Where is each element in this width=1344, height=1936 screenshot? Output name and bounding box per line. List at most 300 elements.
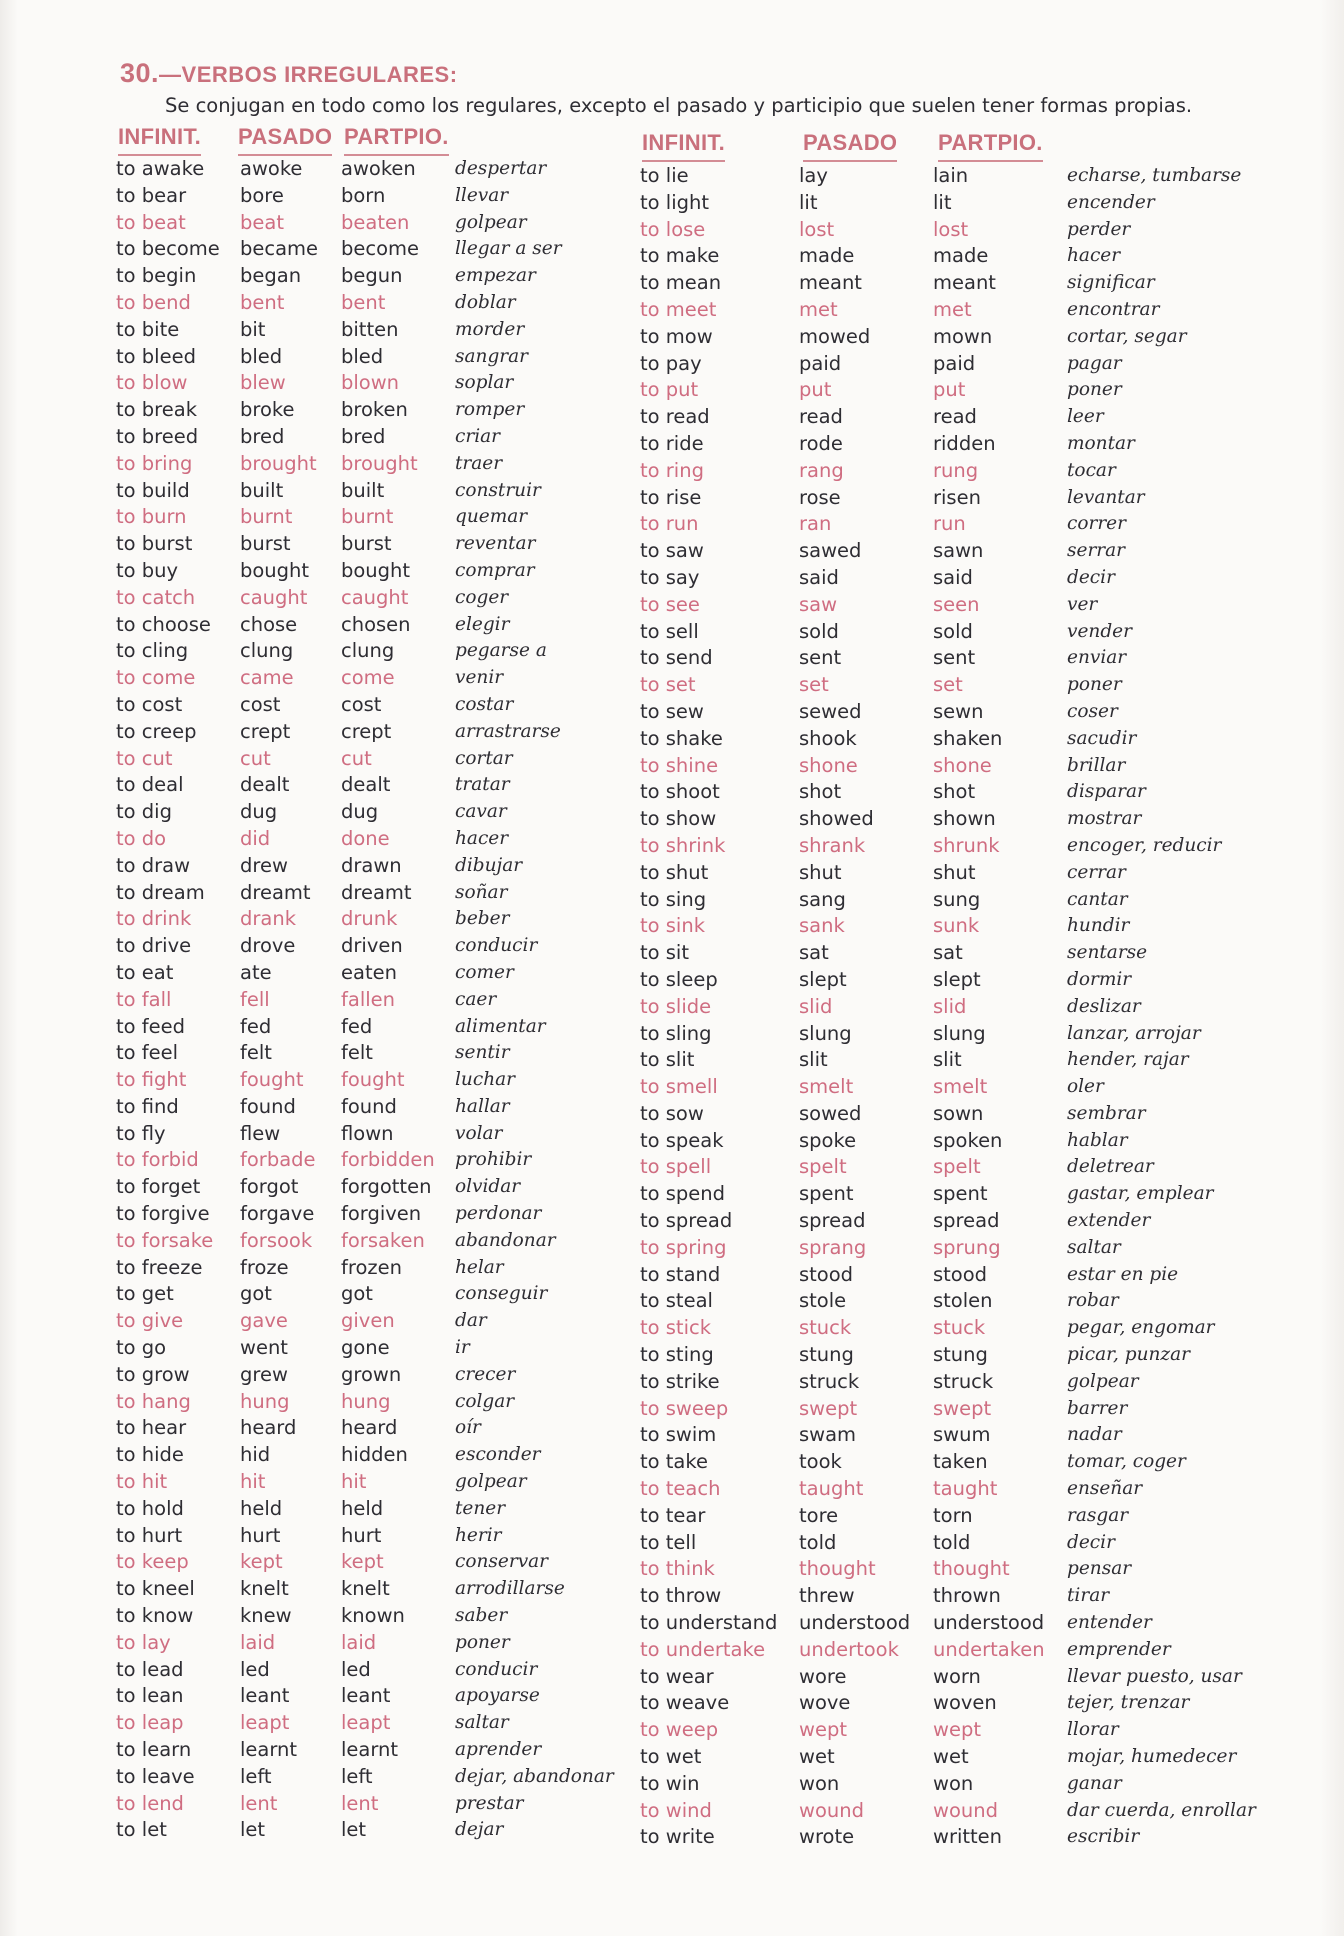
- verb-infinitive: to sleep: [640, 967, 718, 991]
- verb-participle: taken: [933, 1450, 988, 1474]
- verb-past: slid: [799, 994, 833, 1018]
- verb-past: crept: [240, 719, 291, 743]
- verb-infinitive: to feed: [116, 1014, 186, 1038]
- verb-participle: sewn: [933, 699, 984, 723]
- verb-past: dug: [240, 800, 278, 824]
- verb-infinitive: to wind: [640, 1798, 712, 1822]
- verb-infinitive: to bleed: [116, 344, 196, 368]
- verb-infinitive: to let: [116, 1818, 167, 1842]
- verb-participle: gone: [341, 1336, 390, 1360]
- verb-infinitive: to make: [640, 244, 720, 268]
- verb-infinitive: to teach: [640, 1477, 721, 1501]
- verb-participle: woven: [933, 1691, 997, 1715]
- verb-infinitive: to hold: [116, 1496, 184, 1520]
- verb-infinitive: to set: [640, 673, 696, 697]
- verb-infinitive: to blow: [116, 371, 188, 395]
- verb-translation: caer: [455, 988, 497, 1010]
- verb-participle: hidden: [341, 1443, 408, 1467]
- verb-infinitive: to lean: [116, 1684, 184, 1708]
- verb-translation: reventar: [455, 533, 536, 555]
- verb-past: let: [240, 1818, 266, 1842]
- verb-participle: told: [933, 1530, 971, 1554]
- verb-past: broke: [240, 398, 295, 422]
- verb-participle: shot: [933, 780, 976, 804]
- verb-translation: pegar, engomar: [1067, 1317, 1215, 1339]
- section-title-text: —VERBOS IRREGULARES:: [159, 62, 458, 87]
- verb-infinitive: to lend: [116, 1791, 184, 1815]
- verb-translation: dormir: [1067, 968, 1132, 990]
- verb-participle: swum: [933, 1423, 991, 1447]
- verb-past: forbade: [240, 1148, 316, 1172]
- verb-past: undertook: [799, 1637, 899, 1661]
- verb-participle: shrunk: [933, 833, 1000, 857]
- verb-past: fought: [240, 1068, 304, 1092]
- verb-infinitive: to learn: [116, 1738, 192, 1762]
- verb-participle: leapt: [341, 1711, 391, 1735]
- header-past-right: PASADO: [803, 130, 898, 155]
- verb-infinitive: to forgive: [116, 1202, 210, 1226]
- verb-infinitive: to light: [640, 190, 709, 214]
- verb-infinitive: to feel: [116, 1041, 179, 1065]
- verb-participle: flown: [341, 1121, 394, 1145]
- verb-past: shut: [799, 860, 842, 884]
- verb-infinitive: to choose: [116, 612, 211, 636]
- verb-past: read: [799, 405, 843, 429]
- verb-translation: perder: [1067, 218, 1131, 240]
- verb-past: lost: [799, 217, 835, 241]
- verb-participle: set: [933, 673, 963, 697]
- verb-past: spelt: [799, 1155, 847, 1179]
- verb-translation: golpear: [1067, 1370, 1139, 1392]
- verb-translation: conducir: [455, 935, 538, 957]
- verb-infinitive: to build: [116, 478, 190, 502]
- verb-participle: sat: [933, 941, 963, 965]
- verb-past: shrank: [799, 833, 866, 857]
- verb-infinitive: to leave: [116, 1764, 195, 1788]
- verb-past: sent: [799, 646, 842, 670]
- verb-translation: traer: [455, 452, 503, 474]
- verb-participle: forgiven: [341, 1202, 422, 1226]
- verb-participle: lent: [341, 1791, 379, 1815]
- verb-infinitive: to become: [116, 237, 220, 261]
- header-infinitive-right: INFINIT.: [642, 130, 726, 155]
- verb-translation: tratar: [455, 774, 510, 796]
- verb-infinitive: to show: [640, 807, 717, 831]
- verb-infinitive: to slit: [640, 1048, 695, 1072]
- verb-participle: got: [341, 1282, 373, 1306]
- verb-participle: cut: [341, 746, 372, 770]
- verb-participle: felt: [341, 1041, 373, 1065]
- verb-past: drank: [240, 907, 296, 931]
- verb-past: struck: [799, 1369, 860, 1393]
- verb-infinitive: to read: [640, 405, 710, 429]
- verb-translation: helar: [455, 1256, 504, 1278]
- verb-past: shook: [799, 726, 857, 750]
- verb-translation: crecer: [455, 1363, 516, 1385]
- header-past-left: PASADO: [238, 124, 333, 149]
- verb-infinitive: to think: [640, 1557, 715, 1581]
- verb-participle: met: [933, 297, 972, 321]
- verb-translation: tejer, trenzar: [1067, 1692, 1190, 1714]
- verb-infinitive: to sow: [640, 1101, 704, 1125]
- verb-past: dreamt: [240, 880, 311, 904]
- verb-past: swam: [799, 1423, 857, 1447]
- verb-translation: saber: [455, 1605, 508, 1627]
- verb-infinitive: to win: [640, 1771, 700, 1795]
- verb-past: sang: [799, 887, 846, 911]
- verb-translation: mojar, humedecer: [1067, 1746, 1237, 1768]
- verb-infinitive: to awake: [116, 157, 205, 180]
- verb-infinitive: to fight: [116, 1068, 187, 1092]
- verb-participle: read: [933, 405, 977, 429]
- verb-past: made: [799, 244, 855, 268]
- verb-infinitive: to drive: [116, 934, 192, 958]
- verb-translation: leer: [1067, 406, 1104, 428]
- verb-translation: romper: [455, 399, 525, 421]
- verb-translation: comprar: [455, 559, 535, 581]
- verb-past: came: [240, 666, 294, 690]
- verb-past: sprang: [799, 1235, 867, 1259]
- verb-infinitive: to fly: [116, 1121, 166, 1145]
- verb-translation: dibujar: [455, 854, 523, 876]
- verb-translation: significar: [1067, 272, 1155, 294]
- verb-participle: knelt: [341, 1577, 390, 1601]
- verb-participle: lain: [933, 164, 969, 187]
- verb-participle: beaten: [341, 210, 410, 234]
- verb-infinitive: to stand: [640, 1262, 721, 1286]
- verb-translation: encontrar: [1067, 298, 1160, 320]
- verb-translation: llegar a ser: [455, 238, 562, 260]
- verb-participle: taught: [933, 1477, 998, 1501]
- verb-translation: volar: [455, 1122, 503, 1144]
- verb-past: won: [799, 1771, 840, 1795]
- verb-past: smelt: [799, 1075, 854, 1099]
- verb-infinitive: to dig: [116, 800, 172, 824]
- verb-translation: golpear: [455, 1471, 527, 1493]
- verb-participle: eaten: [341, 960, 397, 984]
- verb-past: left: [240, 1764, 272, 1788]
- verb-past: brought: [240, 451, 317, 475]
- verb-infinitive: to undertake: [640, 1637, 766, 1661]
- verb-participle: shut: [933, 860, 976, 884]
- verb-infinitive: to spring: [640, 1235, 727, 1259]
- verb-infinitive: to freeze: [116, 1255, 203, 1279]
- verb-translation: llorar: [1067, 1719, 1119, 1741]
- verb-participle: made: [933, 244, 989, 268]
- verb-translation: deletrear: [1067, 1156, 1154, 1178]
- verb-participle: driven: [341, 934, 403, 958]
- verb-participle: undertaken: [933, 1637, 1045, 1661]
- verb-infinitive: to shrink: [640, 833, 726, 857]
- verb-infinitive: to swim: [640, 1423, 717, 1447]
- verb-past: did: [240, 826, 271, 850]
- verb-translation: prohibir: [455, 1149, 532, 1171]
- verb-infinitive: to steal: [640, 1289, 713, 1313]
- verb-infinitive: to smell: [640, 1075, 718, 1099]
- verb-past: blew: [240, 371, 286, 395]
- verb-infinitive: to strike: [640, 1369, 720, 1393]
- verb-translation: doblar: [455, 291, 516, 313]
- verb-past: sold: [799, 619, 839, 643]
- verb-infinitive: to cut: [116, 746, 173, 770]
- verb-infinitive: to hide: [116, 1443, 184, 1467]
- verb-past: said: [799, 565, 839, 589]
- verb-translation: nadar: [1067, 1424, 1122, 1446]
- verb-infinitive: to shine: [640, 753, 719, 777]
- verb-participle: caught: [341, 585, 409, 609]
- verb-past: knelt: [240, 1577, 289, 1601]
- verb-participle: struck: [933, 1369, 994, 1393]
- verb-infinitive: to cling: [116, 639, 189, 663]
- verb-participle: fed: [341, 1014, 373, 1038]
- verb-participle: spoken: [933, 1128, 1003, 1152]
- verb-translation: elegir: [455, 613, 510, 635]
- verb-participle: bred: [341, 424, 386, 448]
- verb-participle: led: [341, 1657, 371, 1681]
- verb-participle: slit: [933, 1048, 962, 1072]
- verb-translation: luchar: [455, 1069, 515, 1091]
- verb-past: knew: [240, 1604, 292, 1628]
- intro-text: Se conjugan en todo como los regulares, excepto el pasado y participio que suelen tener formas propias.: [165, 94, 1193, 117]
- verb-infinitive: to get: [116, 1282, 174, 1306]
- verb-participle: laid: [341, 1630, 377, 1654]
- left-participle-column: [341, 156, 435, 1844]
- verb-translation: decir: [1067, 566, 1115, 588]
- verb-participle: begun: [341, 264, 403, 288]
- verb-past: put: [799, 378, 832, 402]
- verb-past: went: [240, 1336, 288, 1360]
- verb-translation: hundir: [1067, 915, 1130, 937]
- verb-past: wept: [799, 1718, 847, 1742]
- verb-translation: levantar: [1067, 486, 1145, 508]
- verb-participle: stolen: [933, 1289, 993, 1313]
- verb-translation: poner: [455, 1631, 510, 1653]
- verb-past: fed: [240, 1014, 272, 1038]
- verb-past: cost: [240, 692, 281, 716]
- verb-translation: sentarse: [1067, 942, 1148, 964]
- verb-translation: colgar: [455, 1390, 515, 1412]
- verb-past: taught: [799, 1477, 864, 1501]
- verb-translation: poner: [1067, 674, 1122, 696]
- verb-infinitive: to meet: [640, 297, 717, 321]
- verb-infinitive: to sink: [640, 914, 706, 938]
- verb-past: kept: [240, 1550, 283, 1574]
- verb-participle: frozen: [341, 1255, 402, 1279]
- verb-translation: cantar: [1067, 888, 1128, 910]
- verb-infinitive: to buy: [116, 558, 179, 582]
- verb-participle: clung: [341, 639, 395, 663]
- verb-past: sewed: [799, 699, 862, 723]
- verb-participle: written: [933, 1825, 1003, 1849]
- verb-translation: hablar: [1067, 1129, 1128, 1151]
- verb-past: shot: [799, 780, 842, 804]
- verb-participle: left: [341, 1764, 373, 1788]
- right-infinitive-column: [640, 163, 777, 1851]
- verb-participle: come: [341, 666, 395, 690]
- verb-participle: lit: [933, 190, 952, 214]
- verb-past: bit: [240, 317, 266, 341]
- verb-translation: entender: [1067, 1612, 1152, 1634]
- verb-past: rose: [799, 485, 841, 509]
- verb-translation: hacer: [455, 827, 509, 849]
- verb-translation: pensar: [1067, 1558, 1132, 1580]
- verb-past: understood: [799, 1611, 911, 1635]
- verb-participle: spent: [933, 1182, 988, 1206]
- verb-translation: sembrar: [1067, 1102, 1146, 1124]
- verb-participle: become: [341, 237, 420, 261]
- verb-past: ran: [799, 512, 832, 536]
- verb-past: heard: [240, 1416, 297, 1440]
- verb-participle: sunk: [933, 914, 980, 938]
- verb-translation: encoger, reducir: [1067, 834, 1222, 856]
- verb-translation: golpear: [455, 211, 527, 233]
- verb-participle: brought: [341, 451, 418, 475]
- verb-infinitive: to write: [640, 1825, 715, 1849]
- verb-infinitive: to put: [640, 378, 699, 402]
- verb-translation: oler: [1067, 1076, 1104, 1098]
- verb-translation: despertar: [455, 158, 547, 179]
- verb-translation: arrodillarse: [455, 1578, 565, 1600]
- verb-past: lit: [799, 190, 818, 214]
- verb-infinitive: to kneel: [116, 1577, 195, 1601]
- verb-translation: tomar, coger: [1067, 1451, 1186, 1473]
- verb-participle: seen: [933, 592, 980, 616]
- verb-participle: chosen: [341, 612, 411, 636]
- verb-infinitive: to breed: [116, 424, 199, 448]
- verb-participle: shone: [933, 753, 992, 777]
- verb-translation: soplar: [455, 372, 514, 394]
- verb-participle: known: [341, 1604, 405, 1628]
- verb-infinitive: to sting: [640, 1343, 714, 1367]
- verb-translation: coser: [1067, 700, 1118, 722]
- verb-infinitive: to fall: [116, 987, 172, 1011]
- verb-translation: dar: [455, 1310, 487, 1332]
- verb-past: lay: [799, 164, 828, 187]
- verb-infinitive: to saw: [640, 539, 704, 563]
- verb-translation: herir: [455, 1524, 502, 1546]
- verb-participle: swept: [933, 1396, 992, 1420]
- verb-participle: kept: [341, 1550, 384, 1574]
- verb-participle: fought: [341, 1068, 405, 1092]
- verb-past: wet: [799, 1745, 835, 1769]
- verb-participle: lost: [933, 217, 969, 241]
- verb-infinitive: to creep: [116, 719, 197, 743]
- verb-participle: let: [341, 1818, 367, 1842]
- verb-participle: forsaken: [341, 1228, 425, 1252]
- verb-past: fell: [240, 987, 270, 1011]
- verb-participle: bought: [341, 558, 411, 582]
- verb-past: found: [240, 1094, 296, 1118]
- verb-infinitive: to draw: [116, 853, 191, 877]
- verb-translation: empezar: [455, 265, 536, 287]
- verb-participle: sown: [933, 1101, 984, 1125]
- header-participle-left: PARTPIO.: [344, 124, 449, 149]
- verb-participle: heard: [341, 1416, 398, 1440]
- verb-translation: llevar puesto, usar: [1067, 1665, 1242, 1687]
- verb-participle: run: [933, 512, 966, 536]
- verb-infinitive: to forget: [116, 1175, 201, 1199]
- verb-participle: torn: [933, 1503, 973, 1527]
- verb-translation: alimentar: [455, 1015, 546, 1037]
- verb-infinitive: to catch: [116, 585, 196, 609]
- verb-past: laid: [240, 1630, 276, 1654]
- verb-participle: bitten: [341, 317, 399, 341]
- verb-past: grew: [240, 1362, 288, 1386]
- verb-participle: won: [933, 1771, 974, 1795]
- verb-translation: perdonar: [455, 1203, 542, 1225]
- header-infinitive-left: INFINIT.: [118, 124, 202, 149]
- verb-translation: enviar: [1067, 647, 1127, 669]
- verb-translation: venir: [455, 667, 504, 689]
- verb-past: bent: [240, 290, 285, 314]
- verb-infinitive: to forbid: [116, 1148, 199, 1172]
- verb-translation: aprender: [455, 1739, 542, 1761]
- verb-participle: sawn: [933, 539, 984, 563]
- verb-infinitive: to do: [116, 826, 167, 850]
- verb-past: meant: [799, 271, 862, 295]
- verb-participle: rung: [933, 458, 979, 482]
- verb-translation: decir: [1067, 1531, 1115, 1553]
- verb-infinitive: to wear: [640, 1664, 714, 1688]
- verb-past: beat: [240, 210, 284, 234]
- verb-participle: learnt: [341, 1738, 399, 1762]
- verb-participle: hurt: [341, 1523, 382, 1547]
- verb-past: thought: [799, 1557, 876, 1581]
- verb-infinitive: to shut: [640, 860, 709, 884]
- verb-translation: apoyarse: [455, 1685, 540, 1707]
- verb-infinitive: to hurt: [116, 1523, 183, 1547]
- verb-past: spent: [799, 1182, 854, 1206]
- verb-translation: saltar: [455, 1712, 509, 1734]
- verb-infinitive: to slide: [640, 994, 712, 1018]
- verb-translation: dar cuerda, enrollar: [1067, 1799, 1256, 1821]
- verb-translation: picar, punzar: [1067, 1344, 1191, 1366]
- verb-translation: barrer: [1067, 1397, 1128, 1419]
- verb-past: clung: [240, 639, 294, 663]
- verb-infinitive: to grow: [116, 1362, 190, 1386]
- verb-translation: conservar: [455, 1551, 549, 1573]
- verb-infinitive: to begin: [116, 264, 197, 288]
- verb-infinitive: to beat: [116, 210, 186, 234]
- verb-infinitive: to spend: [640, 1182, 726, 1206]
- verb-participle: burnt: [341, 505, 394, 529]
- verb-infinitive: to weave: [640, 1691, 730, 1715]
- verb-participle: wound: [933, 1798, 998, 1822]
- verb-past: wrote: [799, 1825, 855, 1849]
- left-past-column: [240, 156, 318, 1844]
- verb-translation: brillar: [1067, 754, 1126, 776]
- verb-participle: dug: [341, 800, 379, 824]
- verb-past: awoke: [240, 157, 303, 180]
- verb-infinitive: to run: [640, 512, 699, 536]
- verb-translation: correr: [1067, 513, 1126, 535]
- verb-translation: olvidar: [455, 1176, 521, 1198]
- verb-translation: cortar: [455, 747, 513, 769]
- verb-participle: shown: [933, 807, 996, 831]
- verb-past: got: [240, 1282, 272, 1306]
- verb-participle: forgotten: [341, 1175, 432, 1199]
- verb-past: began: [240, 264, 302, 288]
- verb-participle: spelt: [933, 1155, 981, 1179]
- left-infinitive-column: [116, 156, 220, 1844]
- verb-past: chose: [240, 612, 298, 636]
- verb-translation: deslizar: [1067, 995, 1141, 1017]
- verb-participle: crept: [341, 719, 392, 743]
- verb-past: froze: [240, 1255, 289, 1279]
- verb-infinitive: to weep: [640, 1718, 719, 1742]
- verb-past: bore: [240, 183, 284, 207]
- verb-past: rode: [799, 431, 843, 455]
